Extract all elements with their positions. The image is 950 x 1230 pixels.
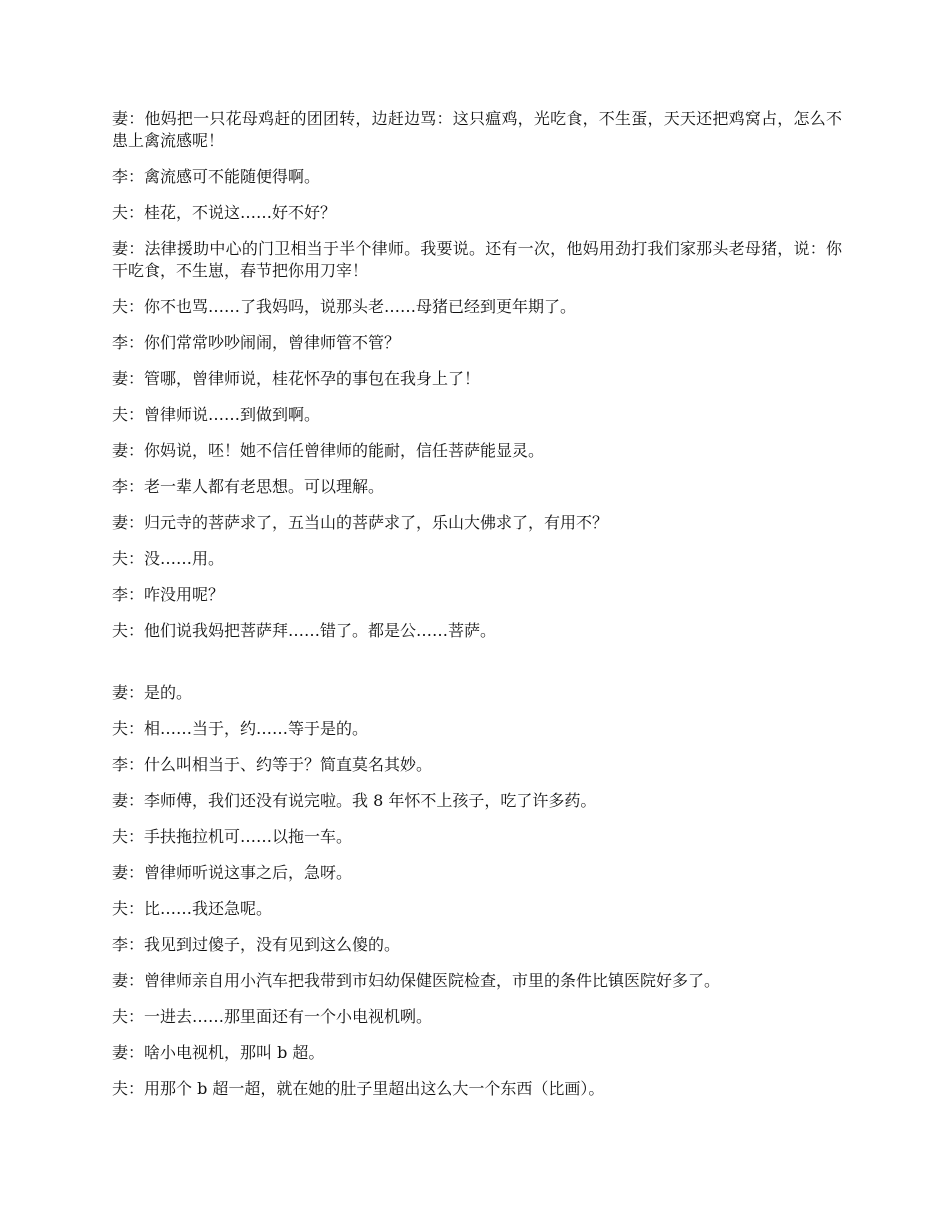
dialogue-line: 妻：啥小电视机，那叫 b 超。: [112, 1043, 325, 1062]
dialogue-line: 李：咋没用呢？: [112, 585, 225, 604]
dialogue-line: 夫：你不也骂……了我妈吗，说那头老……母猪已经到更年期了。: [112, 297, 577, 316]
dialogue-line: 妻：李师傅，我们还没有说完啦。我 8 年怀不上孩子，吃了许多药。: [112, 791, 597, 810]
dialogue-line: 妻：你妈说，呸！她不信任曾律师的能耐，信任菩萨能显灵。: [112, 441, 545, 460]
dialogue-line: 夫：他们说我妈把菩萨拜……错了。都是公……菩萨。: [112, 621, 497, 640]
dialogue-line: 妻：他妈把一只花母鸡赶的团团转，边赶边骂：这只瘟鸡，光吃食，不生蛋，天天还把鸡窝占，怎么不患上禽流感呢！: [112, 109, 842, 150]
dialogue-line: 夫：手扶拖拉机可……以拖一车。: [112, 827, 353, 846]
dialogue-line: 李：老一辈人都有老思想。可以理解。: [112, 477, 385, 496]
dialogue-line: 妻：是的。: [112, 683, 193, 702]
dialogue-section-1: [112, 108, 842, 642]
dialogue-line: 李：我见到过傻子，没有见到这么傻的。: [112, 935, 401, 954]
dialogue-line: 夫：没……用。: [112, 549, 225, 568]
dialogue-line: 妻：曾律师亲自用小汽车把我带到市妇幼保健医院检查，市里的条件比镇医院好多了。: [112, 971, 721, 990]
dialogue-line: 夫：相……当于，约……等于是的。: [112, 719, 369, 738]
document-page: [112, 108, 842, 1114]
dialogue-line: 夫：一进去……那里面还有一个小电视机咧。: [112, 1007, 433, 1026]
dialogue-line: 李：你们常常吵吵闹闹，曾律师管不管？: [112, 333, 401, 352]
dialogue-line: 妻：归元寺的菩萨求了，五当山的菩萨求了，乐山大佛求了，有用不？: [112, 513, 609, 532]
dialogue-line: 李：禽流感可不能随便得啊。: [112, 167, 321, 186]
dialogue-line: 夫：桂花，不说这……好不好？: [112, 203, 337, 222]
dialogue-line: 夫：用那个 b 超一超，就在她的肚子里超出这么大一个东西（比画）。: [112, 1079, 605, 1098]
section-gap: [112, 656, 842, 682]
dialogue-line: 妻：管哪，曾律师说，桂花怀孕的事包在我身上了！: [112, 369, 481, 388]
dialogue-line: 夫：比……我还急呢。: [112, 899, 273, 918]
dialogue-line: 妻：法律援助中心的门卫相当于半个律师。我要说。还有一次，他妈用劲打我们家那头老母猪，说：你干吃食，不生崽，春节把你用刀宰！: [112, 239, 842, 280]
dialogue-section-2: [112, 682, 842, 1100]
dialogue-line: 李：什么叫相当于、约等于？简直莫名其妙。: [112, 755, 433, 774]
dialogue-line: 夫：曾律师说……到做到啊。: [112, 405, 321, 424]
dialogue-line: 妻：曾律师听说这事之后，急呀。: [112, 863, 353, 882]
